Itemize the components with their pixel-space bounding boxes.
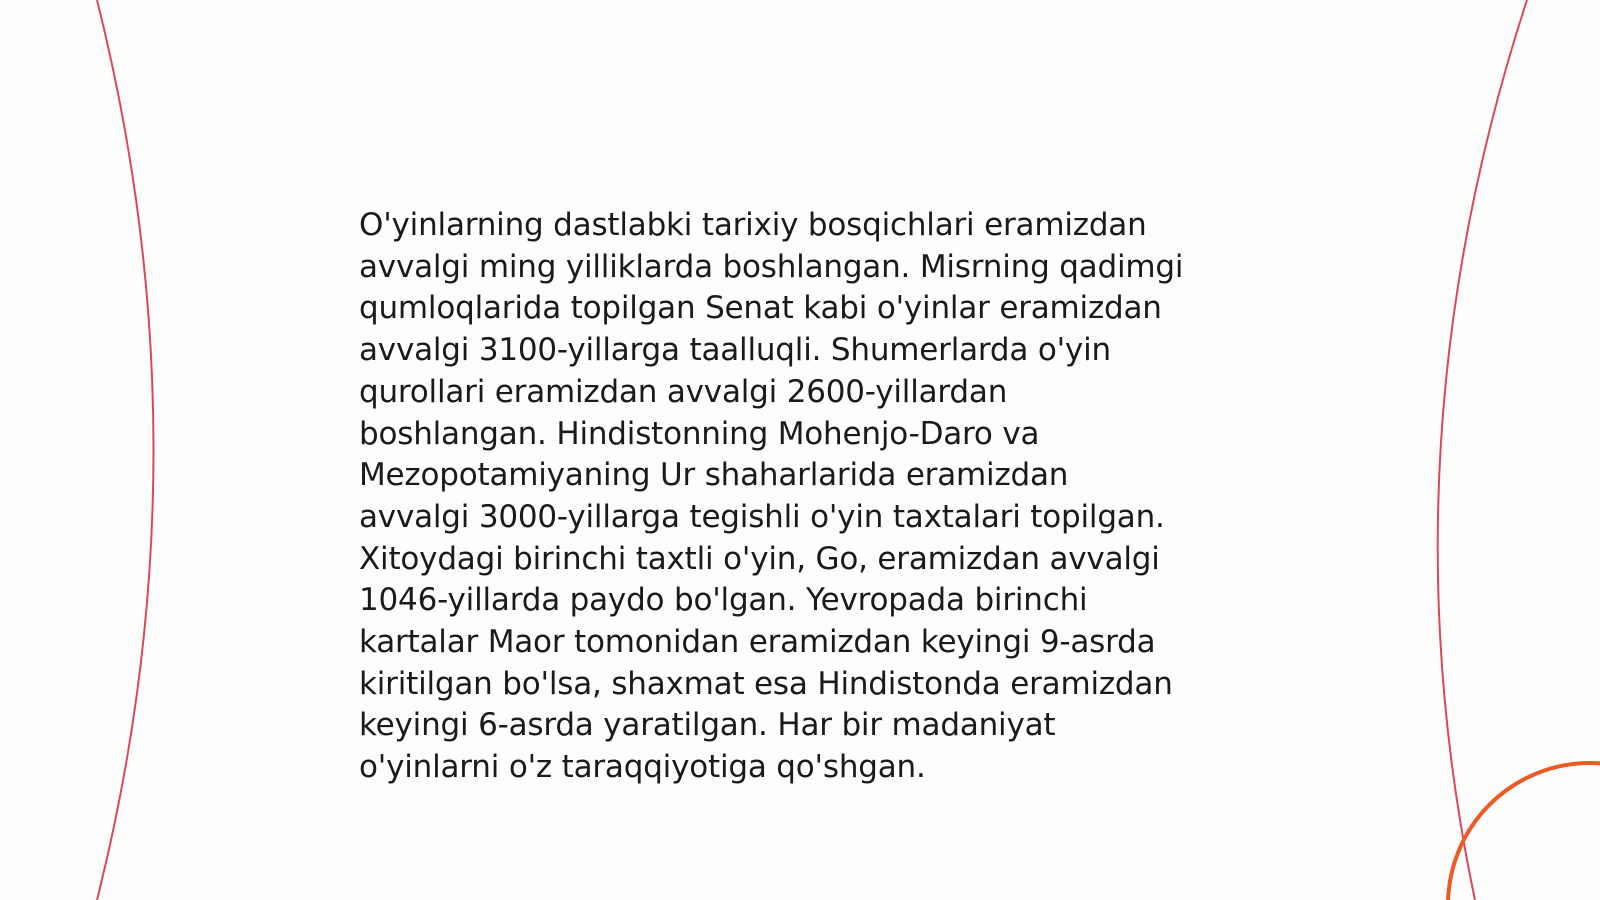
paragraph-line: kiritilgan bo'lsa, shaxmat esa Hindistonda eramizdan (359, 665, 1173, 702)
paragraph-line: qumloqlarida topilgan Senat kabi o'yinlar eramizdan (359, 290, 1162, 327)
paragraph-line: Xitoydagi birinchi taxtli o'yin, Go, eramizdan avvalgi (359, 540, 1160, 577)
paragraph-line: avvalgi ming yilliklarda boshlangan. Misrning qadimgi (359, 248, 1184, 285)
paragraph-line: Mezopotamiyaning Ur shaharlarida eramizdan (359, 457, 1069, 494)
body-paragraph (359, 205, 1259, 789)
paragraph-line: keyingi 6-asrda yaratilgan. Har bir madaniyat (359, 707, 1056, 744)
paragraph-line: o'yinlarni o'z taraqqiyotiga qo'shgan. (359, 749, 926, 786)
paragraph-line: 1046-yillarda paydo bo'lgan. Yevropada birinchi (359, 582, 1088, 619)
paragraph-line: kartalar Maor tomonidan eramizdan keyingi 9-asrda (359, 624, 1156, 661)
paragraph-line: O'yinlarning dastlabki tarixiy bosqichlari eramizdan (359, 207, 1147, 243)
orange-ring-decoration (1448, 763, 1600, 900)
left-arc-curve (97, 0, 154, 900)
right-arc-curve (1438, 0, 1527, 900)
paragraph-line: qurollari eramizdan avvalgi 2600-yillardan (359, 373, 1008, 410)
paragraph-line: avvalgi 3000-yillarga tegishli o'yin taxtalari topilgan. (359, 498, 1165, 535)
paragraph-line: boshlangan. Hindistonning Mohenjo-Daro va (359, 415, 1040, 452)
paragraph-line: avvalgi 3100-yillarga taalluqli. Shumerlarda o'yin (359, 332, 1111, 369)
